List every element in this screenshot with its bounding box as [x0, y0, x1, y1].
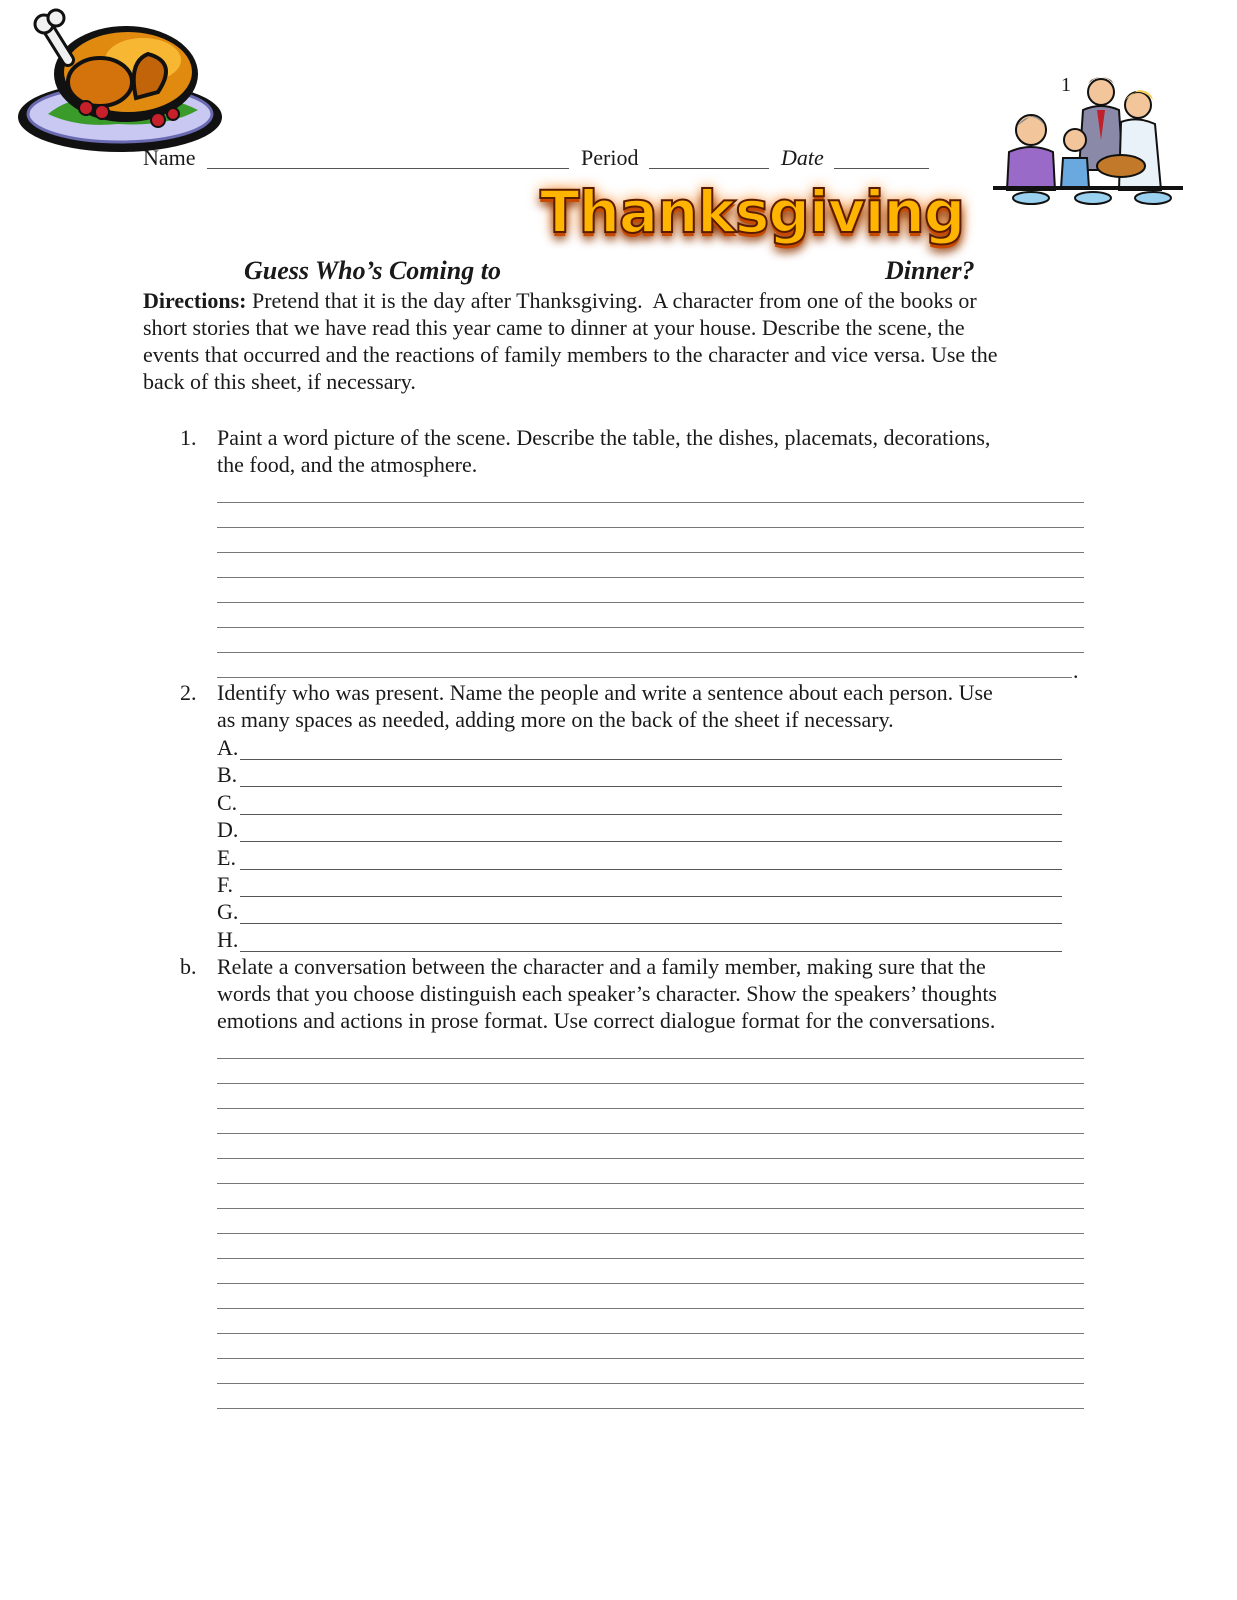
- directions-line: events that occurred and the reactions of family members to the character and vice versa. Use the: [143, 342, 998, 367]
- answer-line[interactable]: [217, 552, 1084, 553]
- answer-line[interactable]: [217, 1108, 1084, 1109]
- period-label: Period: [581, 145, 639, 170]
- date-field[interactable]: [834, 168, 929, 169]
- thanksgiving-banner: Thanksgiving: [540, 178, 965, 246]
- answer-line[interactable]: [217, 1308, 1084, 1309]
- qb-number: b.: [180, 954, 197, 979]
- answer-line[interactable]: [217, 577, 1084, 578]
- answer-line[interactable]: [217, 1333, 1084, 1334]
- name-field[interactable]: [207, 168, 569, 169]
- person-line[interactable]: [240, 896, 1062, 897]
- person-row-d: D.: [217, 817, 239, 842]
- q1-end-mark: .: [1073, 658, 1079, 683]
- person-line[interactable]: [240, 814, 1062, 815]
- person-row-f: F.: [217, 872, 233, 897]
- answer-line[interactable]: [217, 502, 1084, 503]
- name-label: Name: [143, 145, 196, 170]
- answer-line[interactable]: [217, 1258, 1084, 1259]
- person-row-e: E.: [217, 845, 236, 870]
- person-row-a: A.: [217, 735, 239, 760]
- answer-line[interactable]: [217, 1358, 1084, 1359]
- date-label: Date: [781, 145, 824, 170]
- q1-prompt: Paint a word picture of the scene. Describe the table, the dishes, placemats, decorations, the food, and the atmosphere.: [217, 425, 991, 477]
- answer-line[interactable]: [217, 1383, 1084, 1384]
- qb-prompt: Relate a conversation between the character and a family member, making sure that the words that you choose distinguish each speaker’s character. Show the speakers’ thoughts emotions and actions in prose format. Use correct dialogue format for the conversations.: [217, 954, 997, 1033]
- directions-line: Directions: Pretend that it is the day after Thanksgiving. A character from one of the books or: [143, 288, 977, 313]
- answer-line[interactable]: [217, 1208, 1084, 1209]
- person-line[interactable]: [240, 786, 1062, 787]
- person-row-g: G.: [217, 899, 239, 924]
- answer-line[interactable]: [217, 1183, 1084, 1184]
- answer-line[interactable]: [217, 1233, 1084, 1234]
- answer-line[interactable]: [217, 1133, 1084, 1134]
- person-line[interactable]: [240, 759, 1062, 760]
- answer-line[interactable]: [217, 677, 1072, 678]
- person-line[interactable]: [240, 923, 1062, 924]
- answer-line[interactable]: [217, 1283, 1084, 1284]
- turkey-clipart-icon: [8, 2, 223, 157]
- person-row-b: B.: [217, 762, 238, 787]
- answer-line[interactable]: [217, 1058, 1084, 1059]
- answer-line[interactable]: [217, 627, 1084, 628]
- answer-line[interactable]: [217, 527, 1084, 528]
- answer-line[interactable]: [217, 652, 1084, 653]
- person-row-c: C.: [217, 790, 238, 815]
- q1-number: 1.: [180, 425, 197, 450]
- period-field[interactable]: [649, 168, 769, 169]
- page-number: 1: [1061, 74, 1071, 96]
- answer-line[interactable]: [217, 602, 1084, 603]
- person-line[interactable]: [240, 869, 1062, 870]
- title-right: Dinner?: [885, 256, 975, 285]
- person-row-h: H.: [217, 927, 239, 952]
- answer-line[interactable]: [217, 1408, 1084, 1409]
- q2-number: 2.: [180, 680, 197, 705]
- directions-label: Directions:: [143, 288, 247, 313]
- title-left: Guess Who’s Coming to: [244, 256, 501, 285]
- family-dinner-clipart-icon: [993, 70, 1183, 215]
- person-line[interactable]: [240, 841, 1062, 842]
- directions-line: back of this sheet, if necessary.: [143, 369, 416, 394]
- answer-line[interactable]: [217, 1158, 1084, 1159]
- answer-line[interactable]: [217, 1083, 1084, 1084]
- q2-prompt: Identify who was present. Name the people and write a sentence about each person. Use as many spaces as needed, adding more on the back of the sheet if necessary.: [217, 680, 993, 732]
- person-line[interactable]: [240, 951, 1062, 952]
- directions-line: short stories that we have read this year came to dinner at your house. Describe the scene, the: [143, 315, 965, 340]
- directions: [143, 287, 1088, 395]
